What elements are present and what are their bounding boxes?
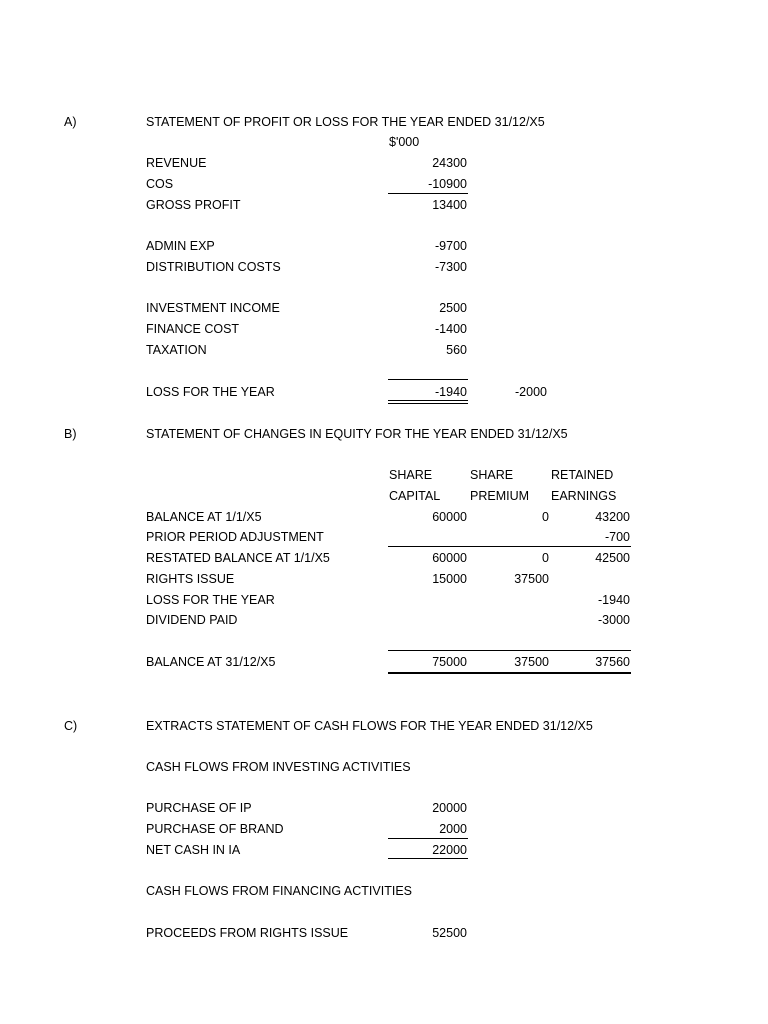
cell: -3000 <box>598 613 630 627</box>
cell: 37500 <box>514 655 549 669</box>
row-value: 24300 <box>432 156 467 170</box>
closing-underline <box>388 672 631 674</box>
cell: 60000 <box>432 551 467 565</box>
cell: 37500 <box>514 572 549 586</box>
row-value: 20000 <box>432 801 467 815</box>
row-label: INVESTMENT INCOME <box>146 301 280 315</box>
loss-side-value: -2000 <box>515 385 547 399</box>
row-value: 2500 <box>439 301 467 315</box>
subtotal-rule <box>388 838 468 839</box>
row-label: PROCEEDS FROM RIGHTS ISSUE <box>146 926 349 940</box>
column-header: CAPITAL <box>389 489 441 503</box>
row-label: ADMIN EXP <box>146 239 215 253</box>
column-header: SHARE <box>389 468 433 482</box>
row-label: RIGHTS ISSUE <box>146 572 235 586</box>
row-value: 52500 <box>432 926 467 940</box>
row-value: -9700 <box>435 239 467 253</box>
row-value: 560 <box>446 343 467 357</box>
row-label: REVENUE <box>146 156 207 170</box>
row-label: DIVIDEND PAID <box>146 613 238 627</box>
loss-label: LOSS FOR THE YEAR <box>146 385 275 399</box>
cell: 42500 <box>595 551 630 565</box>
row-label: TAXATION <box>146 343 207 357</box>
row-label: LOSS FOR THE YEAR <box>146 593 275 607</box>
total-rule <box>388 858 468 859</box>
section-b-label: B) <box>64 427 77 441</box>
row-label: COS <box>146 177 174 191</box>
row-label: FINANCE COST <box>146 322 240 336</box>
cell: 15000 <box>432 572 467 586</box>
row-label: DISTRIBUTION COSTS <box>146 260 281 274</box>
cell: 0 <box>542 510 549 524</box>
section-c-title: EXTRACTS STATEMENT OF CASH FLOWS FOR THE YEAR ENDED 31/12/X5 <box>146 719 593 733</box>
row-label: GROSS PROFIT <box>146 198 241 212</box>
row-label: RESTATED BALANCE AT 1/1/X5 <box>146 551 330 565</box>
row-value: -7300 <box>435 260 467 274</box>
column-header: PREMIUM <box>470 489 530 503</box>
total-rule <box>388 650 631 651</box>
row-value: 22000 <box>432 843 467 857</box>
section-a-label: A) <box>64 115 77 129</box>
column-header: RETAINED <box>551 468 614 482</box>
cell: 60000 <box>432 510 467 524</box>
double-underline <box>388 400 468 404</box>
subtotal-rule <box>388 546 631 547</box>
column-header: SHARE <box>470 468 514 482</box>
row-value: -10900 <box>428 177 467 191</box>
cell: -700 <box>604 530 630 544</box>
cell: 37560 <box>595 655 630 669</box>
row-value: -1400 <box>435 322 467 336</box>
subtotal-rule <box>388 193 468 194</box>
investing-heading: CASH FLOWS FROM INVESTING ACTIVITIES <box>146 760 411 774</box>
row-label: PURCHASE OF IP <box>146 801 252 815</box>
section-c-label: C) <box>64 719 78 733</box>
row-value: 13400 <box>432 198 467 212</box>
total-rule <box>388 379 468 380</box>
unit-label: $'000 <box>389 135 420 149</box>
cell: 43200 <box>595 510 630 524</box>
cell: -1940 <box>598 593 630 607</box>
cell: 0 <box>542 551 549 565</box>
closing-label: BALANCE AT 31/12/X5 <box>146 655 276 669</box>
row-label: PURCHASE OF BRAND <box>146 822 284 836</box>
row-value: 2000 <box>439 822 467 836</box>
row-label: NET CASH IN IA <box>146 843 241 857</box>
cell: 75000 <box>432 655 467 669</box>
section-b-title: STATEMENT OF CHANGES IN EQUITY FOR THE YEAR ENDED 31/12/X5 <box>146 427 568 441</box>
row-label: PRIOR PERIOD ADJUSTMENT <box>146 530 324 544</box>
financing-heading: CASH FLOWS FROM FINANCING ACTIVITIES <box>146 884 412 898</box>
column-header: EARNINGS <box>551 489 617 503</box>
section-a-title: STATEMENT OF PROFIT OR LOSS FOR THE YEAR ENDED 31/12/X5 <box>146 115 545 129</box>
row-label: BALANCE AT 1/1/X5 <box>146 510 262 524</box>
loss-value: -1940 <box>435 385 467 399</box>
